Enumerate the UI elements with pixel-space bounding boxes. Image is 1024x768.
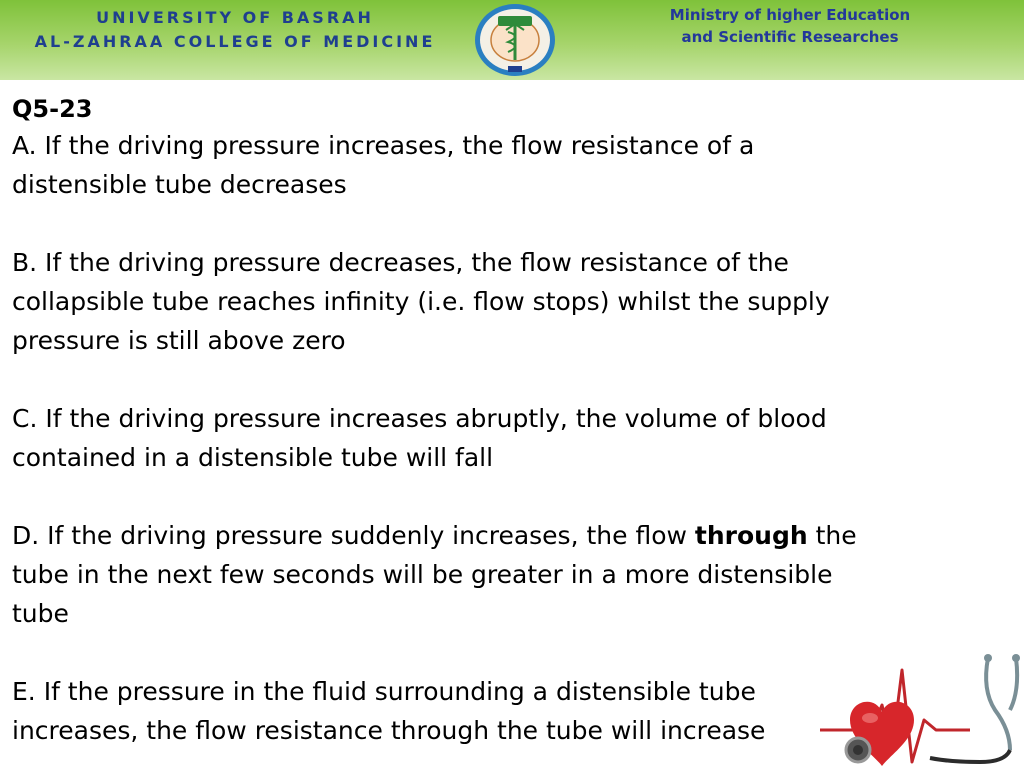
question-id: Q5-23 <box>12 95 93 123</box>
statement-b: B. If the driving pressure decreases, the flow resistance of the collapsible tube reaches infinity (i.e. flow stops) whilst the supply pressure is still above zero <box>12 248 830 355</box>
statement-d-text-1: D. If the driving pressure suddenly increases, the flow <box>12 521 695 550</box>
heart-stethoscope-icon <box>820 650 1024 768</box>
university-name: UNIVERSITY OF BASRAH <box>96 8 374 27</box>
statement-a: A. If the driving pressure increases, the flow resistance of a distensible tube decreases <box>12 131 755 199</box>
slide-header <box>0 0 1024 80</box>
ministry-name-line1: Ministry of higher Education <box>669 6 911 24</box>
college-name: AL-ZAHRAA COLLEGE OF MEDICINE <box>34 32 436 51</box>
question-content <box>12 92 872 750</box>
ministry-name-line2: and Scientific Researches <box>681 28 899 46</box>
statement-d-text-2: the tube in the next few seconds will be greater in a more distensible tube <box>12 521 857 628</box>
college-seal-icon <box>470 2 560 78</box>
statement-c: C. If the driving pressure increases abruptly, the volume of blood contained in a distensible tube will fall <box>12 404 827 472</box>
statement-e: E. If the pressure in the fluid surrounding a distensible tube increases, the flow resistance through the tube will increase <box>12 677 766 745</box>
statement-d <box>12 516 872 633</box>
statement-d-emphasis: through <box>694 521 808 550</box>
